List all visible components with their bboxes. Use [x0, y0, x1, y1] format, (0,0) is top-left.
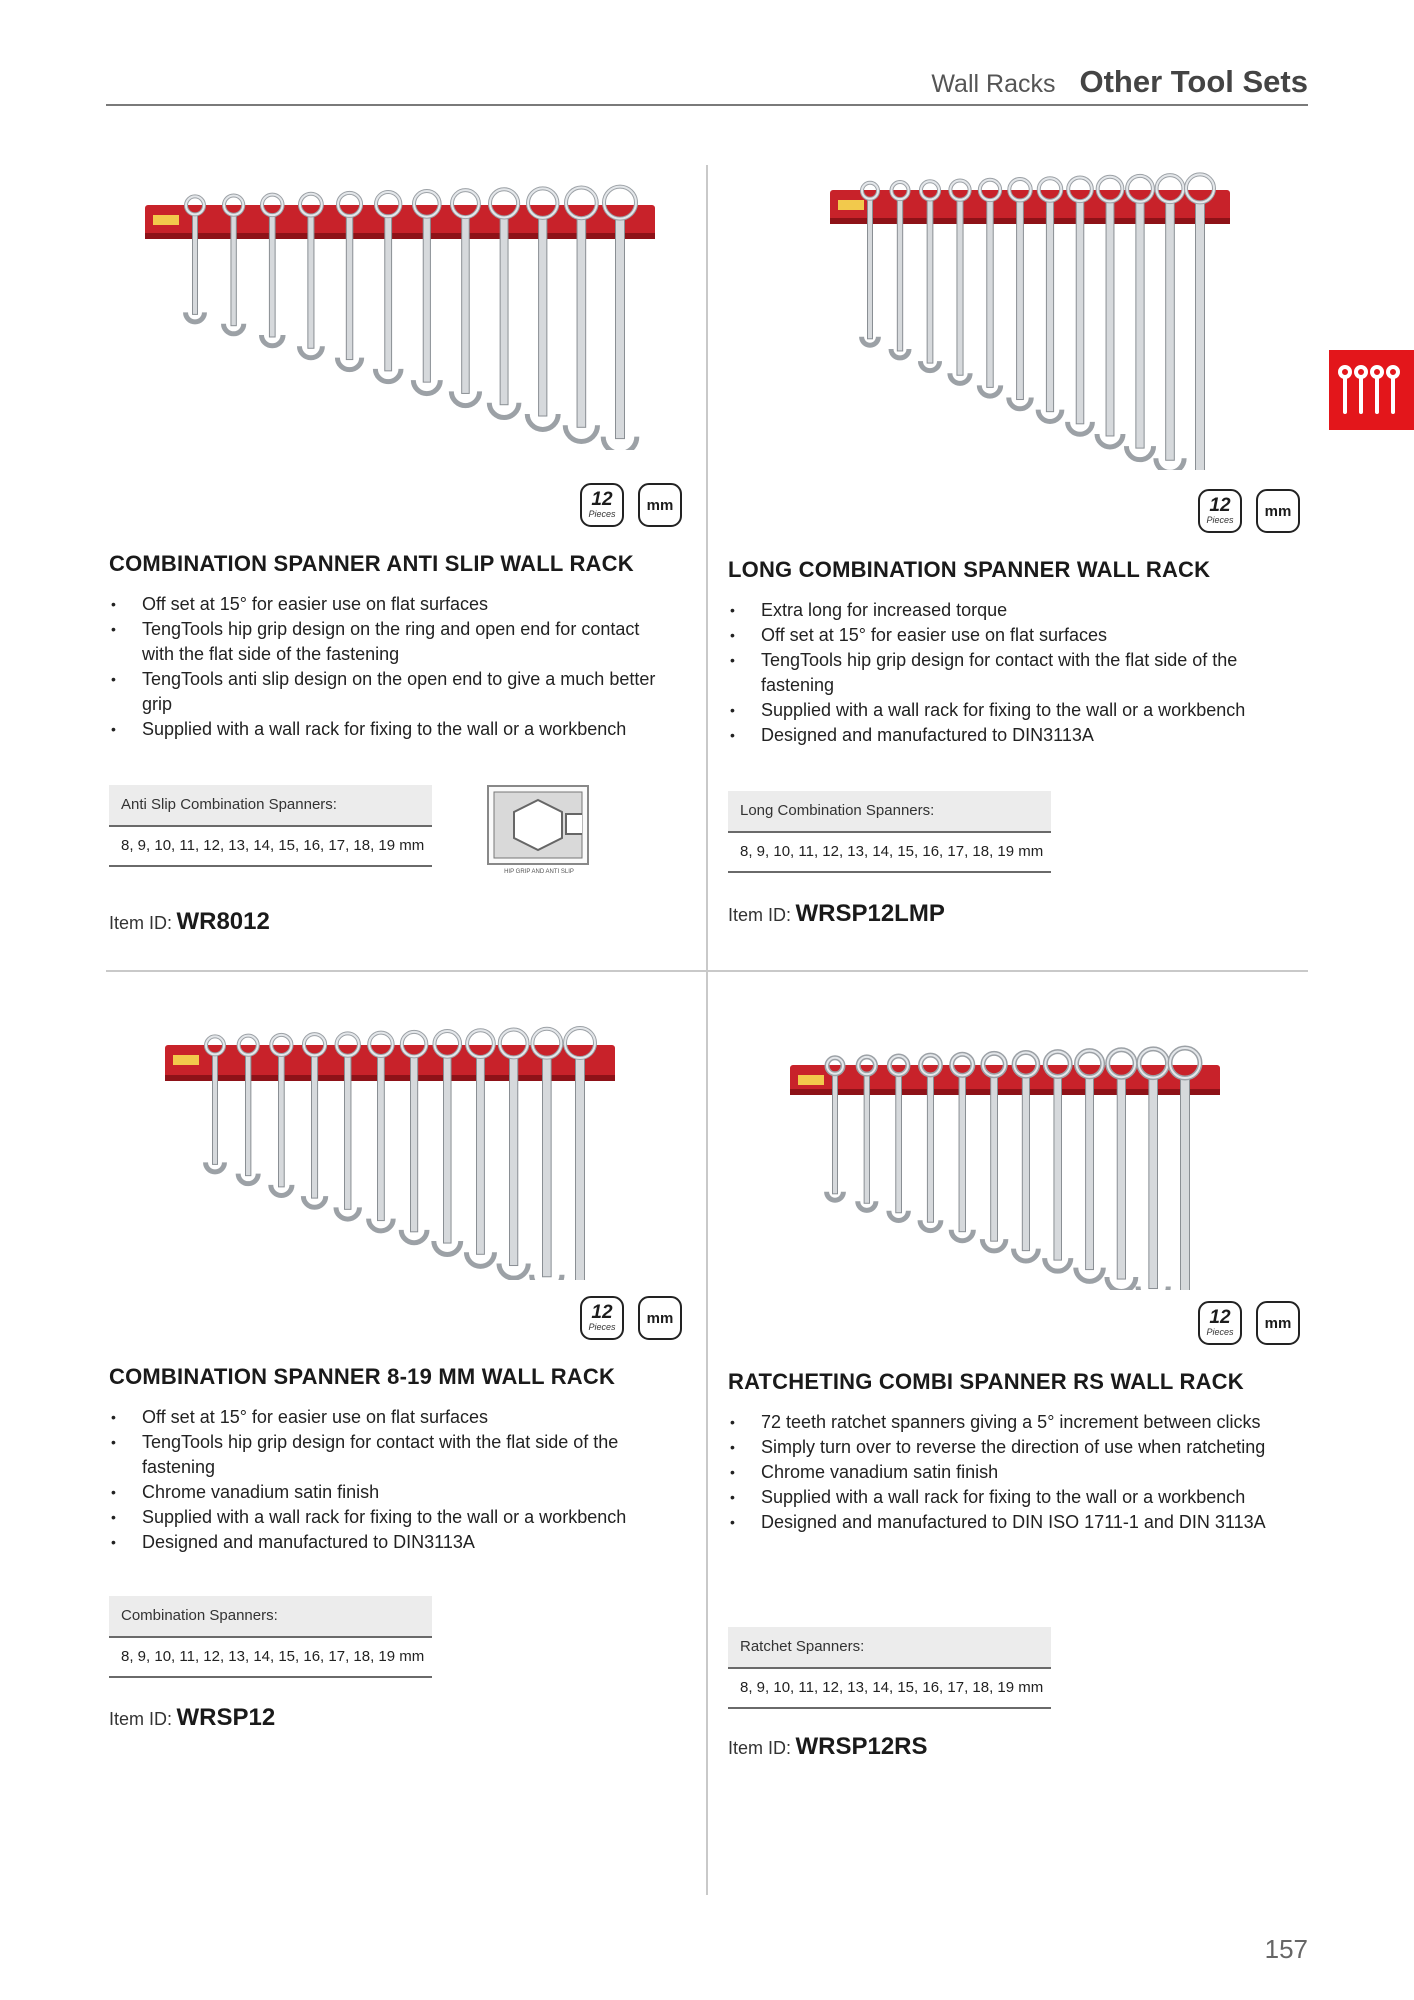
- list-item: • Supplied with a wall rack for fixing to the wall or a workbench: [728, 698, 1308, 723]
- sizes-label: Combination Spanners:: [109, 1596, 432, 1638]
- pieces-badge: 12 Pieces: [580, 1296, 624, 1340]
- section-label: Wall Racks: [931, 70, 1056, 98]
- section-tab[interactable]: [1329, 350, 1414, 430]
- spanner-set-icon: [1329, 350, 1414, 430]
- product-photo-wr8012: [140, 170, 660, 450]
- sizes-value: 8, 9, 10, 11, 12, 13, 14, 15, 16, 17, 18, 19 mm: [109, 1638, 432, 1678]
- sizes-table: [109, 785, 432, 867]
- list-item: • Off set at 15° for easier use on flat surfaces: [109, 592, 669, 617]
- list-item: • 72 teeth ratchet spanners giving a 5° increment between clicks: [728, 1410, 1308, 1435]
- badges: [1198, 489, 1300, 533]
- product-title: COMBINATION SPANNER 8-19 MM WALL RACK: [109, 1364, 616, 1389]
- sizes-value: 8, 9, 10, 11, 12, 13, 14, 15, 16, 17, 18, 19 mm: [109, 827, 432, 867]
- item-id: Item ID: WRSP12RS: [728, 1733, 928, 1760]
- product-photo-wrsp12: [155, 1010, 625, 1280]
- list-item: • Designed and manufactured to DIN3113A: [728, 723, 1308, 748]
- list-item: • TengTools hip grip design for contact with the flat side of the fastening: [728, 648, 1308, 698]
- item-code[interactable]: WRSP12LMP: [795, 900, 945, 927]
- sizes-table: [728, 791, 1051, 873]
- page-header: [931, 64, 1308, 100]
- product-title: RATCHETING COMBI SPANNER RS WALL RACK: [728, 1369, 1244, 1394]
- unit-badge: mm: [638, 483, 682, 527]
- pieces-badge: 12 Pieces: [580, 483, 624, 527]
- sizes-table: [109, 1596, 432, 1678]
- feature-list: [728, 1410, 1308, 1535]
- sizes-value: 8, 9, 10, 11, 12, 13, 14, 15, 16, 17, 18, 19 mm: [728, 833, 1051, 873]
- list-item: • Extra long for increased torque: [728, 598, 1308, 623]
- pieces-badge: 12 Pieces: [1198, 489, 1242, 533]
- sizes-label: Anti Slip Combination Spanners:: [109, 785, 432, 827]
- item-code[interactable]: WRSP12RS: [795, 1733, 928, 1760]
- page-title: Other Tool Sets: [1079, 64, 1308, 99]
- detail-caption: HIP GRIP AND ANTI SLIP: [504, 869, 574, 875]
- row-divider: [106, 970, 1308, 972]
- column-divider: [706, 165, 708, 1895]
- item-id: Item ID: WRSP12LMP: [728, 900, 945, 927]
- unit-badge: mm: [1256, 1301, 1300, 1345]
- list-item: • Supplied with a wall rack for fixing to the wall or a workbench: [728, 1485, 1308, 1510]
- list-item: • TengTools hip grip design on the ring and open end for contact with the flat side of the fastening: [109, 617, 669, 667]
- list-item: • Simply turn over to reverse the direction of use when ratcheting: [728, 1435, 1308, 1460]
- product-title: LONG COMBINATION SPANNER WALL RACK: [728, 557, 1211, 582]
- list-item: • Chrome vanadium satin finish: [728, 1460, 1308, 1485]
- pieces-badge: 12 Pieces: [1198, 1301, 1242, 1345]
- list-item: • Chrome vanadium satin finish: [109, 1480, 689, 1505]
- list-item: • TengTools hip grip design for contact with the flat side of the fastening: [109, 1430, 689, 1480]
- product-photo-wrsp12rs: [785, 1010, 1225, 1290]
- list-item: • Off set at 15° for easier use on flat surfaces: [728, 623, 1308, 648]
- header-divider: [106, 104, 1308, 106]
- product-title: COMBINATION SPANNER ANTI SLIP WALL RACK: [109, 551, 634, 576]
- unit-badge: mm: [638, 1296, 682, 1340]
- sizes-label: Long Combination Spanners:: [728, 791, 1051, 833]
- badges: [580, 483, 682, 527]
- list-item: • Off set at 15° for easier use on flat surfaces: [109, 1405, 689, 1430]
- sizes-value: 8, 9, 10, 11, 12, 13, 14, 15, 16, 17, 18, 19 mm: [728, 1669, 1051, 1709]
- product-photo-wrsp12lmp: [790, 160, 1240, 470]
- item-id: Item ID: WRSP12: [109, 1704, 276, 1731]
- list-item: • Supplied with a wall rack for fixing to the wall or a workbench: [109, 1505, 689, 1530]
- list-item: • Designed and manufactured to DIN3113A: [109, 1530, 689, 1555]
- feature-list: [109, 592, 669, 742]
- badges: [580, 1296, 682, 1340]
- list-item: • TengTools anti slip design on the open end to give a much better grip: [109, 667, 669, 717]
- unit-badge: mm: [1256, 489, 1300, 533]
- hip-grip-detail-image: [486, 784, 592, 876]
- feature-list: [109, 1405, 689, 1555]
- item-code[interactable]: WR8012: [176, 908, 270, 935]
- feature-list: [728, 598, 1308, 748]
- sizes-label: Ratchet Spanners:: [728, 1627, 1051, 1669]
- list-item: • Designed and manufactured to DIN ISO 1711-1 and DIN 3113A: [728, 1510, 1308, 1535]
- item-id: Item ID: WR8012: [109, 908, 270, 935]
- list-item: • Supplied with a wall rack for fixing to the wall or a workbench: [109, 717, 669, 742]
- item-code[interactable]: WRSP12: [176, 1704, 276, 1731]
- page-number: 157: [1264, 1934, 1308, 1964]
- sizes-table: [728, 1627, 1051, 1709]
- badges: [1198, 1301, 1300, 1345]
